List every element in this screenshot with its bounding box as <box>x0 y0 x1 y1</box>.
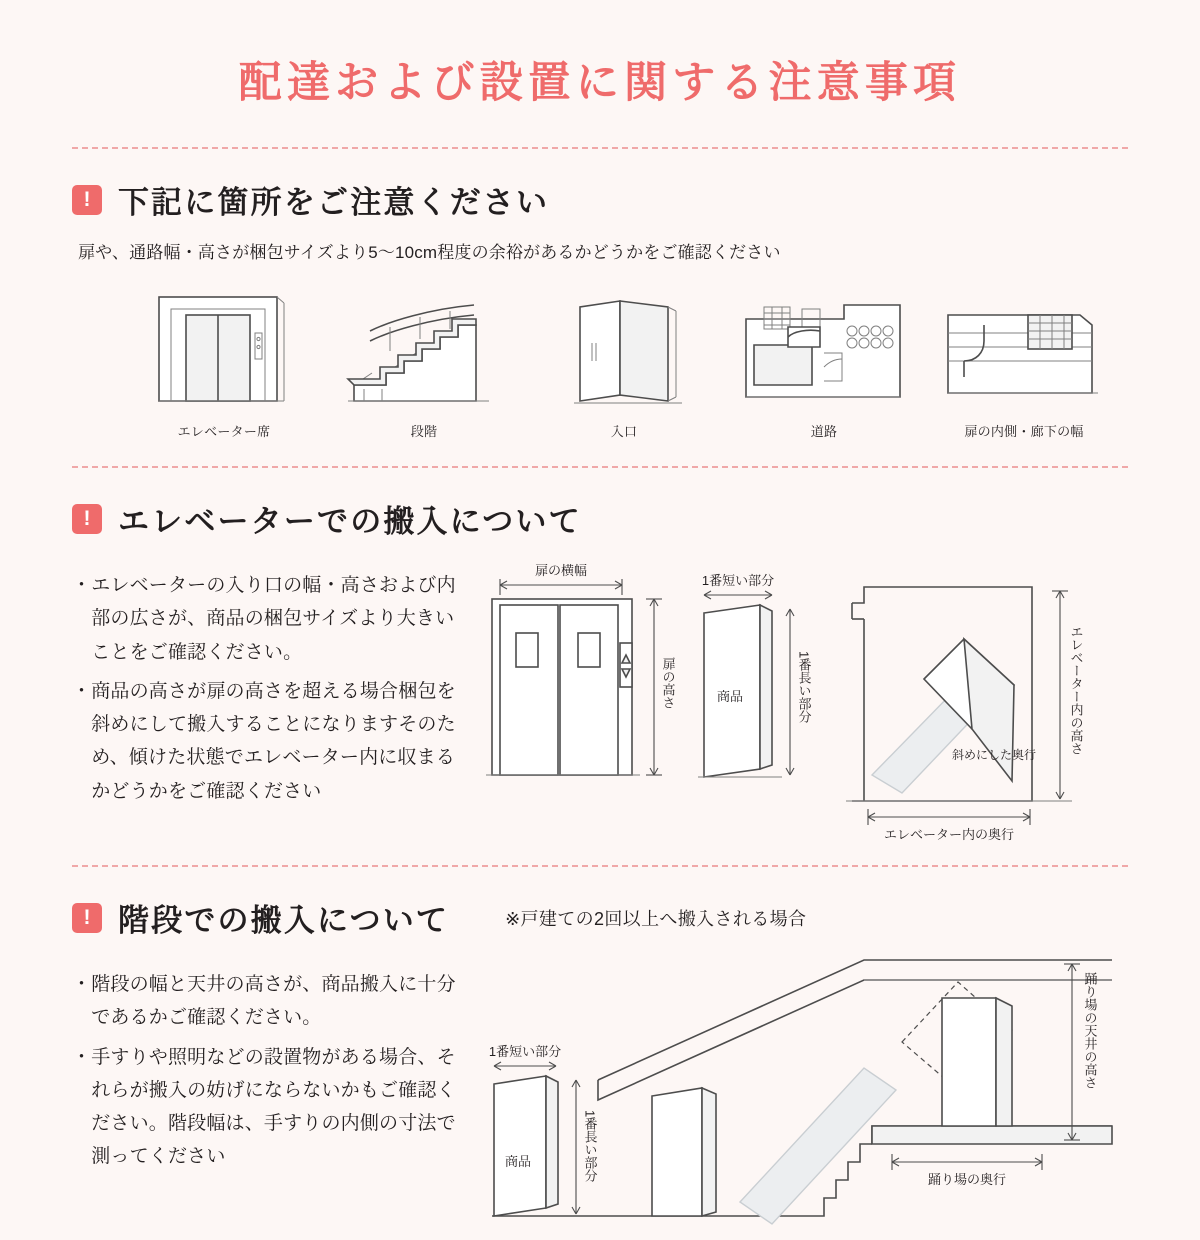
section-stairs-delivery <box>0 895 1200 1240</box>
section-1-subtitle: 扉や、通路幅・高さが梱包サイズより5〜10cm程度の余裕があるかどうかをご確認ください <box>78 243 781 262</box>
section-3-note: ※戸建ての2回以上へ搬入される場合 <box>505 908 807 929</box>
dim-label: 斜めにした奥行 <box>952 748 1037 762</box>
dim-landing-depth <box>892 1154 1042 1187</box>
section-elevator-delivery <box>0 496 1200 851</box>
elevator-diagram <box>472 551 1128 851</box>
dim-label: 1番長い部分 <box>582 1110 598 1183</box>
dim-label: 1番短い部分 <box>488 1044 562 1059</box>
warning-bang-icon: ! <box>72 185 102 215</box>
icon-caption: 道路 <box>810 424 838 439</box>
check-point-road <box>724 285 924 440</box>
list-item <box>72 1041 472 1174</box>
check-point-elevator <box>124 285 324 440</box>
dim-label: 扉の高さ <box>660 657 676 709</box>
section-3-text <box>72 950 472 1240</box>
section-3-header <box>72 895 1128 940</box>
corridor-width-icon <box>924 285 1124 415</box>
elevator-icon <box>124 285 324 415</box>
check-point-stairs <box>324 285 524 440</box>
elevator-cabin <box>846 587 1072 801</box>
section-check-points <box>0 177 1200 440</box>
warning-bang-icon: ! <box>72 504 102 534</box>
warning-bang-icon: ! <box>72 903 102 933</box>
section-2-body <box>72 551 1128 851</box>
elevator-doors <box>486 599 640 775</box>
section-3-figure <box>472 950 1128 1240</box>
stairs-diagram <box>472 950 1128 1240</box>
bullet-text: 商品の高さが扉の高さを超える場合梱包を斜めにして搬入することになりますそのため、傾けた状態でエレベーター内に収まるかどうかをご確認ください <box>91 680 456 802</box>
icon-caption: 入口 <box>610 424 638 439</box>
dim-label: 踊り場の天井の高さ <box>1082 972 1098 1089</box>
bullet-dot: ・ <box>72 575 92 596</box>
bullet-text: エレベーターの入り口の幅・高さおよび内部の広さが、商品の梱包サイズより大きいことをご確認ください。 <box>91 575 456 663</box>
divider-2 <box>72 466 1128 468</box>
divider-3 <box>72 865 1128 867</box>
dim-label: 1番短い部分 <box>701 573 775 588</box>
bullet-dot: ・ <box>72 974 92 995</box>
check-point-corridor <box>924 285 1124 440</box>
page-title: 配達および設置に関する注意事項 <box>238 59 962 107</box>
icon-caption: 段階 <box>410 424 438 439</box>
section-2-text <box>72 551 472 851</box>
section-2-header <box>72 496 1128 541</box>
section-3-body <box>72 950 1128 1240</box>
dim-door-height <box>646 599 676 775</box>
icon-caption: エレベーター席 <box>177 424 271 439</box>
product-label: 商品 <box>504 1154 532 1169</box>
dim-door-width <box>500 563 622 595</box>
check-point-icon-row <box>124 285 1084 440</box>
section-3-title: 階段での搬入について <box>118 903 450 938</box>
icon-caption: 扉の内側・廊下の幅 <box>964 424 1084 439</box>
product-box-mid <box>652 1088 716 1216</box>
dim-inner-depth <box>868 809 1030 842</box>
dim-label: 扉の横幅 <box>534 563 588 578</box>
bullet-dot: ・ <box>72 680 92 702</box>
dim-label: 1番長い部分 <box>796 651 812 724</box>
section-2-title: エレベーターでの搬入について <box>118 504 582 539</box>
stairs-icon <box>324 285 524 415</box>
divider-1 <box>72 147 1128 149</box>
stair-structure <box>492 960 1112 1224</box>
section-2-bullets <box>72 569 472 808</box>
dim-landing-ceiling-height <box>1064 964 1098 1140</box>
product-box-small <box>489 1044 598 1216</box>
section-1-header <box>72 177 1128 222</box>
list-item <box>72 569 472 669</box>
check-point-entrance <box>524 285 724 440</box>
bullet-text: 手すりや照明などの設置物がある場合、それらが搬入の妨げにならないかもご確認ください。階段幅は、手すりの内側の寸法で測ってください <box>91 1046 456 1168</box>
road-icon <box>724 285 924 415</box>
product-box <box>698 573 812 777</box>
product-label: 商品 <box>716 689 744 704</box>
section-3-bullets <box>72 968 472 1174</box>
bullet-dot: ・ <box>72 1046 92 1068</box>
dim-inner-height <box>1052 591 1084 799</box>
entrance-door-icon <box>524 285 724 415</box>
dim-label: 踊り場の奥行 <box>927 1172 1007 1187</box>
bullet-text: 階段の幅と天井の高さが、商品搬入に十分であるかご確認ください。 <box>91 974 456 1029</box>
list-item <box>72 968 472 1035</box>
section-2-figure <box>472 551 1128 851</box>
section-1-title: 下記に箇所をご注意ください <box>118 185 550 220</box>
dim-label: エレベーター内の奥行 <box>883 827 1015 842</box>
list-item <box>72 675 472 808</box>
dim-label: エレベーター内の高さ <box>1068 625 1084 755</box>
